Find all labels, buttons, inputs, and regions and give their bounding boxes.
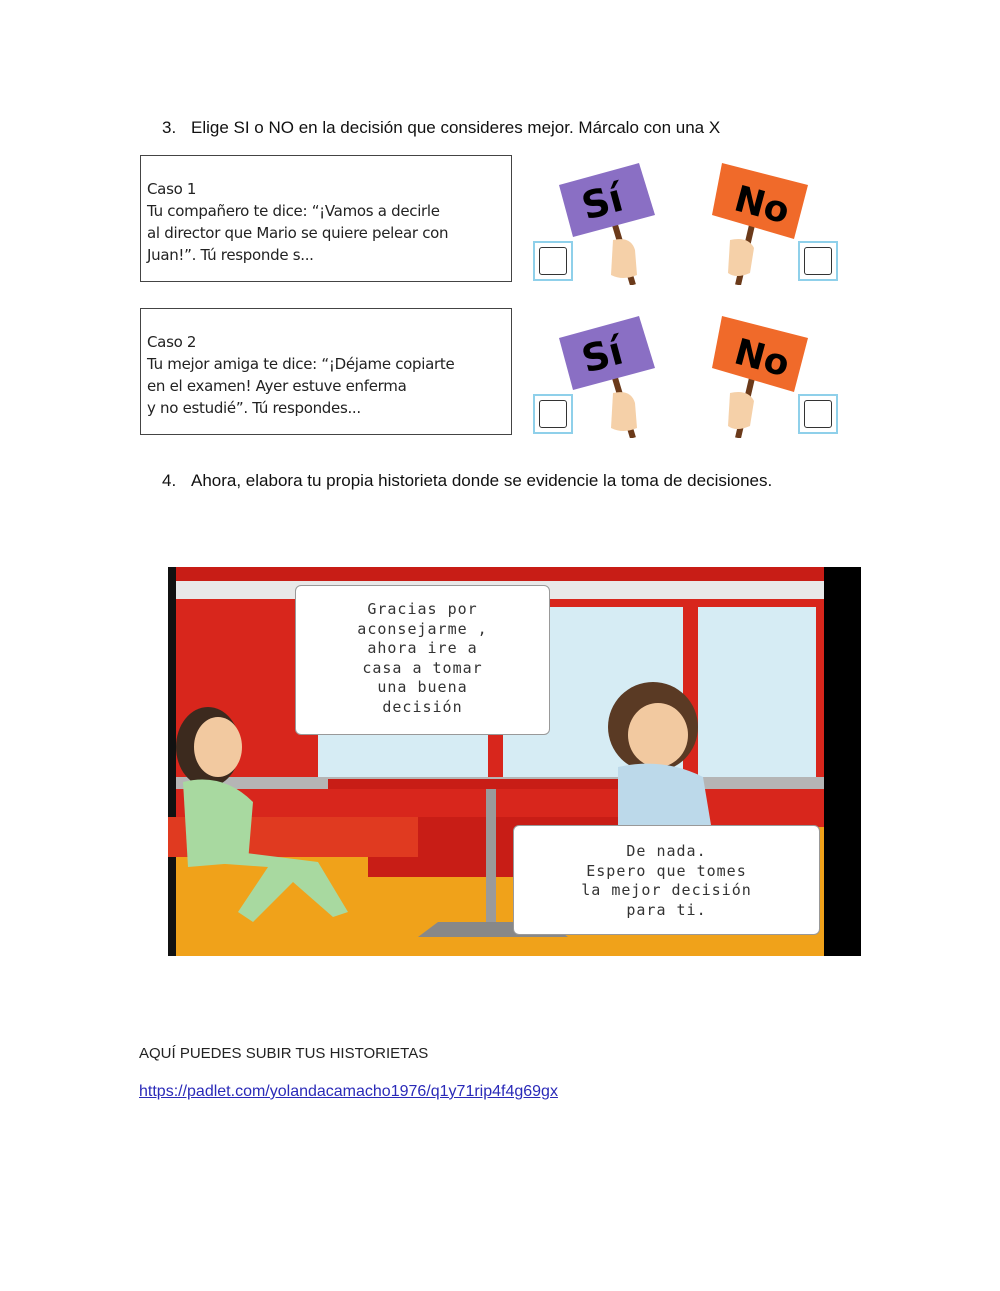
bubble-line: Gracias por [367, 600, 478, 618]
question-text: Elige SI o NO en la decisión que consideres mejor. Márcalo con una X [191, 118, 721, 137]
case-1-yes-checkbox[interactable] [533, 241, 573, 281]
question-text: Ahora, elabora tu propia historieta donde se evidencie la toma de decisiones. [191, 471, 773, 490]
no-sign-label: No [730, 178, 794, 233]
case-line: Tu mejor amiga te dice: “¡Déjame copiarte [147, 355, 455, 373]
bubble-line: para ti. [626, 900, 707, 919]
case-line: en el examen! Ayer estuve enferma [147, 377, 407, 395]
bubble-line: De nada. [626, 842, 707, 860]
padlet-link[interactable]: https://padlet.com/yolandacamacho1976/q1y71rip4f4g69gx [139, 1083, 558, 1100]
no-sign-icon [712, 308, 812, 438]
no-sign-label: No [730, 331, 794, 386]
bubble-line: aconsejarme , [357, 619, 488, 638]
speech-bubble-2 [513, 825, 820, 935]
bubble-line: Espero que tomes [586, 861, 747, 880]
case-1-no-checkbox[interactable] [798, 241, 838, 281]
bubble-line: una buena [377, 678, 468, 696]
case-1-box [140, 155, 512, 282]
case-line: Juan!”. Tú responde s... [147, 246, 314, 264]
question-number: 4. [162, 471, 177, 490]
bubble-line: la mejor decisión [581, 881, 752, 899]
bubble-line: ahora ire a [367, 639, 478, 657]
no-sign-icon [712, 155, 812, 285]
case-2-box [140, 308, 512, 435]
upload-label: AQUÍ PUEDES SUBIR TUS HISTORIETAS [139, 1045, 429, 1062]
bubble-line: casa a tomar [362, 658, 483, 677]
yes-sign-label: Sí [577, 328, 628, 382]
case-title: Caso 1 [147, 180, 197, 198]
case-line: y no estudié”. Tú respondes... [147, 399, 361, 417]
case-2-yes-checkbox[interactable] [533, 394, 573, 434]
yes-sign-label: Sí [577, 175, 628, 229]
case-2-no-checkbox[interactable] [798, 394, 838, 434]
speech-bubble-1 [295, 585, 550, 735]
question-number: 3. [162, 118, 177, 137]
case-title: Caso 2 [147, 333, 197, 351]
comic-strip [168, 567, 861, 956]
bubble-line: decisión [382, 697, 463, 716]
case-line: Tu compañero te dice: “¡Vamos a decirle [147, 202, 440, 220]
case-line: al director que Mario se quiere pelear con [147, 224, 449, 242]
